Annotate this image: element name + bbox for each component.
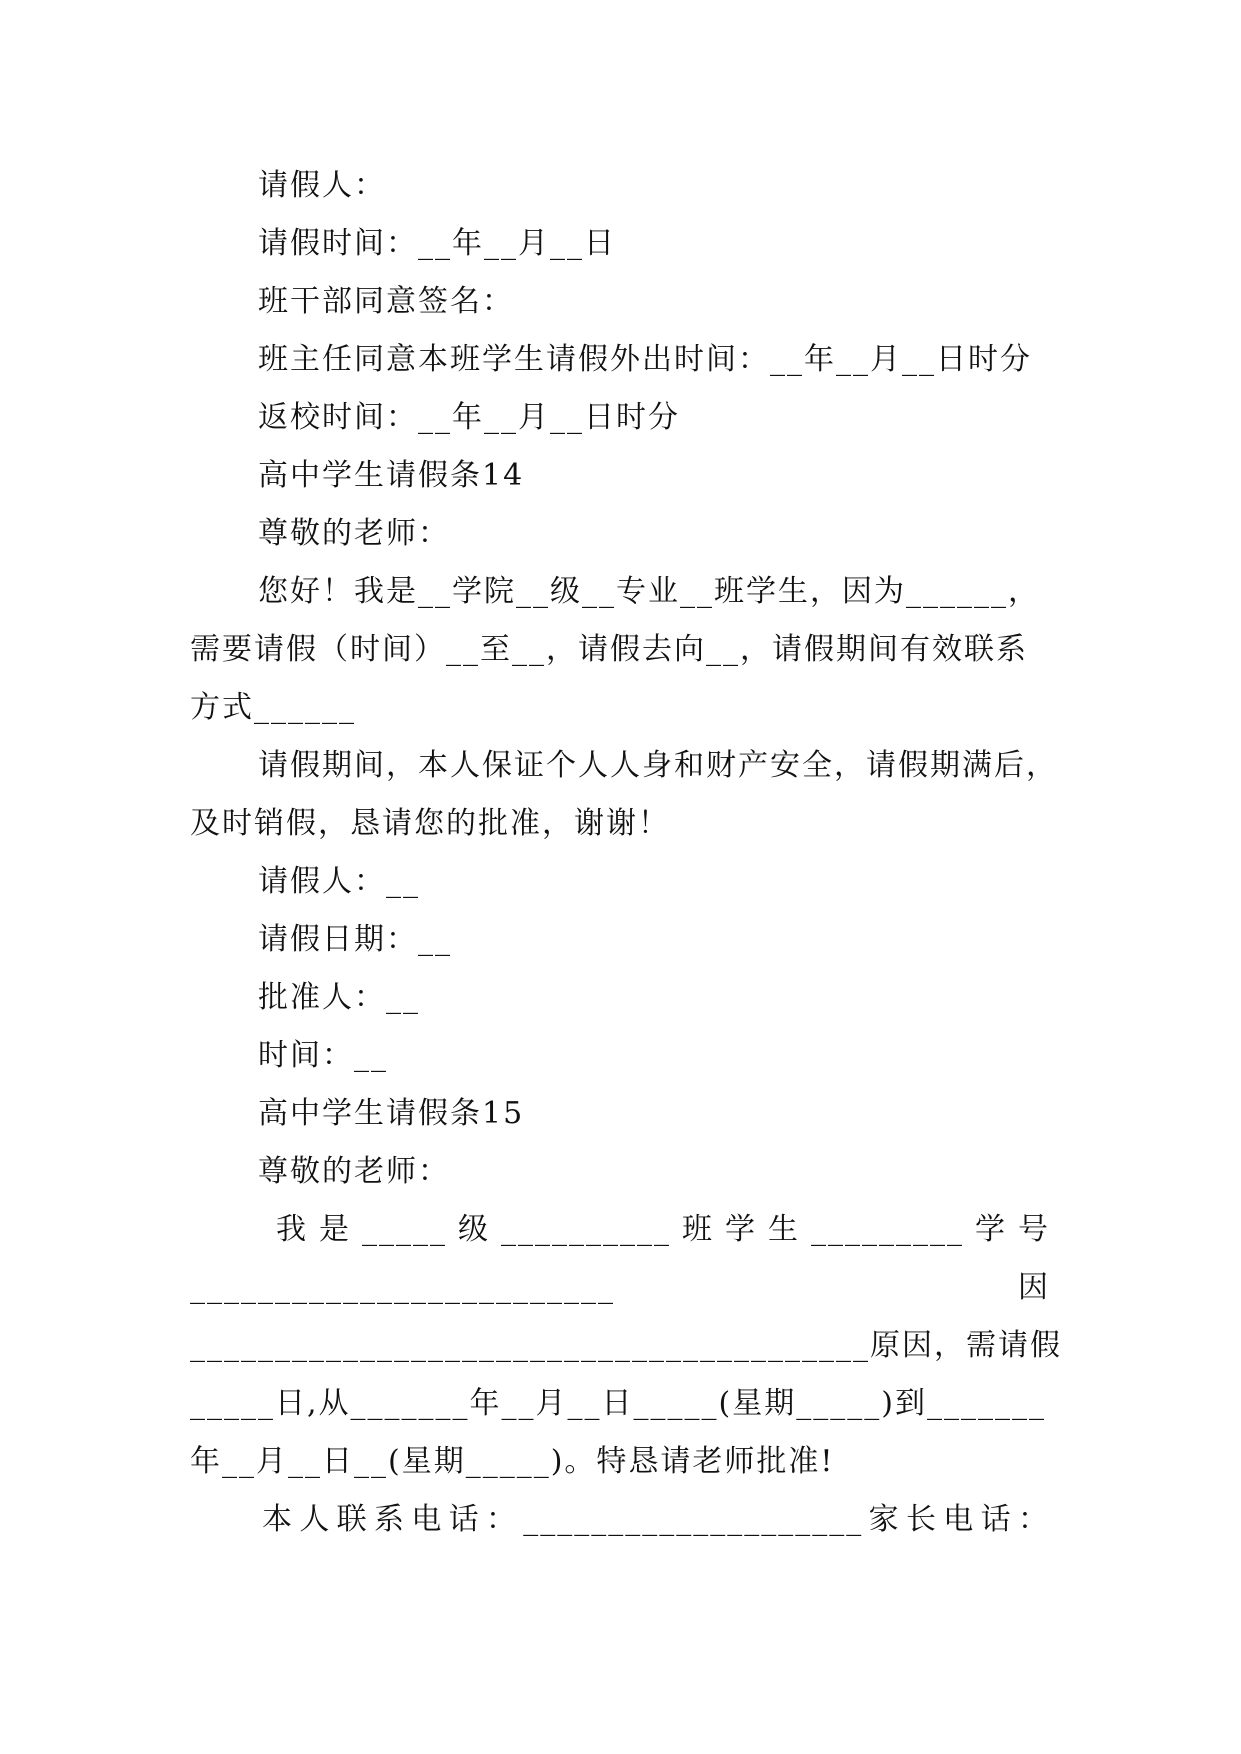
applicant-field: 请假人：__ [258, 864, 420, 899]
cadre-signature-line: 班干部同意签名： [258, 284, 514, 319]
leave-time-line: 请假时间：__年__月__日 [258, 226, 616, 261]
approver-field: 批准人：__ [258, 980, 420, 1015]
form-row-dates: _____日,从_______年__月__日_____(星期_____)到_______ [190, 1386, 1046, 1421]
section-title-15: 高中学生请假条15 [258, 1096, 525, 1131]
form-row-reason-start: _________________________ 因 [190, 1270, 1050, 1305]
body-line-3: 方式______ [190, 690, 356, 725]
applicant-line: 请假人： [258, 168, 386, 203]
time-field: 时间：__ [258, 1038, 388, 1073]
form-row-class-student: 我 是 _____ 级 __________ 班 学 生 _________ 学 号 [276, 1212, 1050, 1247]
section-title-14: 高中学生请假条14 [258, 458, 525, 493]
salutation-14: 尊敬的老师： [258, 516, 450, 551]
leave-date-field: 请假日期：__ [258, 922, 452, 957]
body-line-2: 需要请假（时间）__至__，请假去向__，请假期间有效联系 [190, 632, 1028, 667]
body-line-4: 请假期间，本人保证个人人身和财产安全，请假期满后， [258, 748, 1058, 783]
salutation-15: 尊敬的老师： [258, 1154, 450, 1189]
head-teacher-consent-line: 班主任同意本班学生请假外出时间：__年__月__日时分 [258, 342, 1032, 377]
form-row-phones: 本 人 联 系 电 话 ： ____________________ 家 长 电 话 ： [262, 1502, 1050, 1537]
form-row-dates-end: 年__月__日__(星期_____)。特恳请老师批准! [190, 1444, 835, 1479]
body-line-5: 及时销假，恳请您的批准，谢谢！ [190, 806, 670, 841]
form-row-reason: ________________________________________原因，需请假 [190, 1328, 1062, 1363]
body-line-1: 您好！我是__学院__级__专业__班学生，因为______， [258, 574, 1040, 609]
return-time-line: 返校时间：__年__月__日时分 [258, 400, 680, 435]
